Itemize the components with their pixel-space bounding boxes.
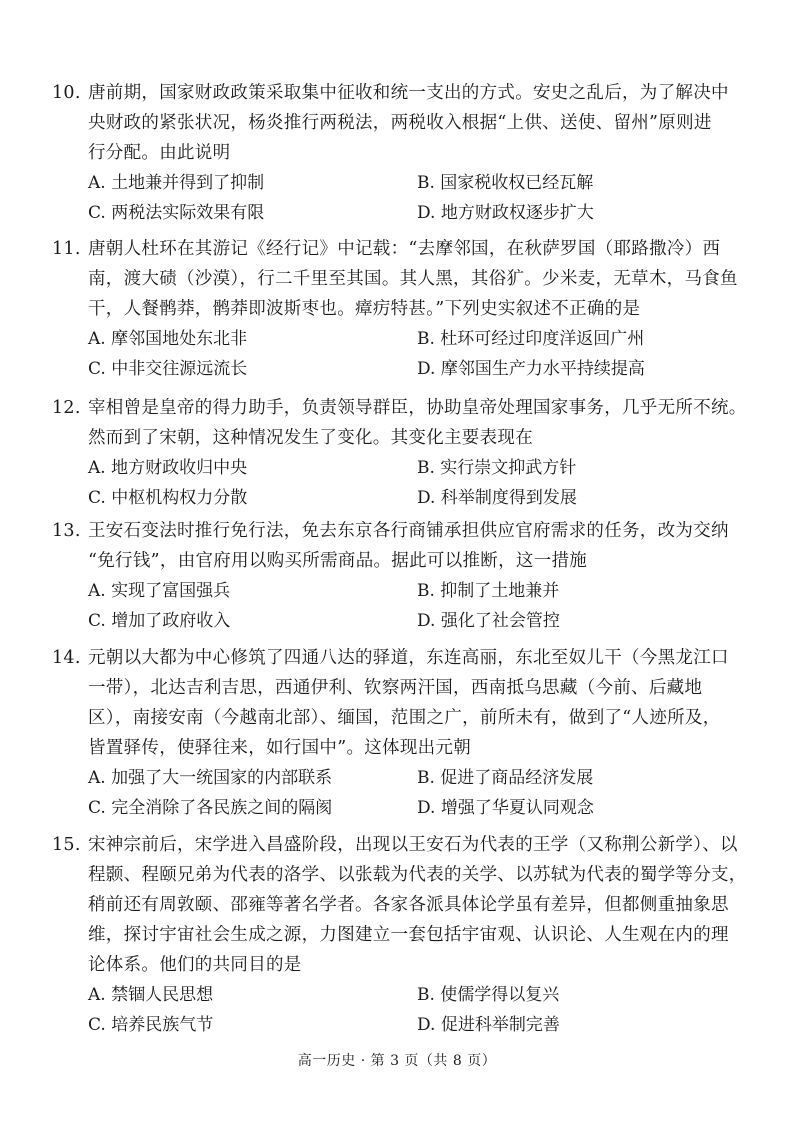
question-stem — [52, 234, 758, 324]
stem-line: 论体系。他们的共同目的是 — [88, 955, 302, 975]
option-b: B. 实行崇文抑武方针 — [417, 458, 577, 478]
option-c: C. 完全消除了各民族之间的隔阂 — [88, 798, 333, 818]
stem-line: 区），南接安南（今越南北部）、缅国，范围之广，前所未有，做到了“人迹所及， — [88, 708, 721, 728]
question-number: 11. — [52, 239, 81, 259]
option-a: A. 加强了大一统国家的内部联系 — [88, 768, 333, 788]
stem-line: 行分配。由此说明 — [88, 143, 231, 163]
question-14 — [52, 643, 758, 823]
question-number: 10. — [52, 83, 81, 103]
option-d: D. 科举制度得到发展 — [417, 488, 577, 508]
option-d: D. 促进科举制完善 — [417, 1015, 560, 1035]
stem-line: 然而到了宋朝，这种情况发生了变化。其变化主要表现在 — [88, 428, 533, 448]
option-d: D. 强化了社会管控 — [417, 611, 560, 631]
options-row — [52, 198, 758, 228]
stem-line: 央财政的紧张状况，杨炎推行两税法，两税收入根据“上供、送使、留州”原则进 — [88, 113, 712, 133]
stem-line: 维，探讨宇宙社会生成之源，力图建立一套包括宇宙观、认识论、人生观在内的理 — [88, 925, 729, 945]
option-c: C. 培养民族气节 — [88, 1015, 214, 1035]
question-number: 12. — [52, 398, 81, 418]
option-c: C. 两税法实际效果有限 — [88, 203, 265, 223]
stem-line: 宰相曾是皇帝的得力助手，负责领导群臣，协助皇帝处理国家事务，几乎无所不统。 — [88, 398, 747, 418]
option-a: A. 实现了富国强兵 — [88, 581, 231, 601]
option-c: C. 中枢机构权力分散 — [88, 488, 248, 508]
option-a: A. 土地兼并得到了抑制 — [88, 173, 265, 193]
option-b: B. 国家税收权已经瓦解 — [417, 173, 594, 193]
options-row — [52, 324, 758, 354]
stem-line: 元朝以大都为中心修筑了四通八达的驿道，东连高丽，东北至奴儿干（今黑龙江口 — [88, 648, 729, 668]
options-row — [52, 763, 758, 793]
stem-line: 程颢、程颐兄弟为代表的洛学、以张载为代表的关学、以苏轼为代表的蜀学等分支， — [88, 865, 747, 885]
question-11 — [52, 234, 758, 384]
option-d: D. 增强了华夏认同观念 — [417, 798, 594, 818]
option-b: B. 抑制了土地兼并 — [417, 581, 560, 601]
stem-line: 王安石变法时推行免行法，免去东京各行商铺承担供应官府需求的任务，改为交纳 — [88, 521, 729, 541]
option-b: B. 使儒学得以复兴 — [417, 985, 560, 1005]
question-stem — [52, 78, 758, 168]
option-c: C. 中非交往源远流长 — [88, 359, 248, 379]
stem-line: 南，渡大碛（沙漠），行二千里至其国。其人黑，其俗犷。少米麦，无草木，马食鱼 — [88, 269, 738, 289]
option-a: A. 摩邻国地处东北非 — [88, 329, 248, 349]
question-12 — [52, 393, 758, 513]
stem-line: “免行钱”，由官府用以购买所需商品。据此可以推断，这一措施 — [88, 551, 588, 571]
options-row — [52, 483, 758, 513]
question-number: 13. — [52, 521, 81, 541]
option-a: A. 禁锢人民思想 — [88, 985, 214, 1005]
question-10 — [52, 78, 758, 228]
options-row — [52, 576, 758, 606]
stem-line: 皆置驿传，使驿往来，如行国中”。这体现出元朝 — [88, 738, 472, 758]
question-stem — [52, 516, 758, 576]
option-d: D. 摩邻国生产力水平持续提高 — [417, 359, 645, 379]
options-row — [52, 354, 758, 384]
question-stem — [52, 830, 758, 980]
options-row — [52, 168, 758, 198]
options-row — [52, 453, 758, 483]
option-b: B. 杜环可经过印度洋返回广州 — [417, 329, 645, 349]
question-stem — [52, 643, 758, 763]
question-number: 14. — [52, 648, 81, 668]
question-stem — [52, 393, 758, 453]
page-footer: 高一历史 · 第 3 页（共 8 页） — [297, 1053, 497, 1069]
stem-line: 唐前期，国家财政政策采取集中征收和统一支出的方式。安史之乱后，为了解决中 — [88, 83, 729, 103]
option-c: C. 增加了政府收入 — [88, 611, 231, 631]
stem-line: 唐朝人杜环在其游记《经行记》中记载：“去摩邻国，在秋萨罗国（耶路撒冷）西 — [88, 239, 721, 259]
question-13 — [52, 516, 758, 636]
option-b: B. 促进了商品经济发展 — [417, 768, 594, 788]
stem-line: 干，人餐鹘莽，鹘莽即波斯枣也。瘴疠特甚。”下列史实叙述不正确的是 — [88, 299, 641, 319]
question-number: 15. — [52, 835, 81, 855]
option-d: D. 地方财政权逐步扩大 — [417, 203, 594, 223]
option-a: A. 地方财政收归中央 — [88, 458, 248, 478]
question-15 — [52, 830, 758, 1040]
options-row — [52, 793, 758, 823]
stem-line: 稍前还有周敦颐、邵雍等著名学者。各家各派具体论学虽有差异，但都侧重抽象思 — [88, 895, 729, 915]
options-row — [52, 1010, 758, 1040]
options-row — [52, 980, 758, 1010]
options-row — [52, 606, 758, 636]
stem-line: 一带），北达吉利吉思，西通伊利、钦察两汗国，西南抵乌思藏（今前、后藏地 — [88, 678, 703, 698]
stem-line: 宋神宗前后，宋学进入昌盛阶段，出现以王安石为代表的王学（又称荆公新学）、以 — [88, 835, 738, 855]
